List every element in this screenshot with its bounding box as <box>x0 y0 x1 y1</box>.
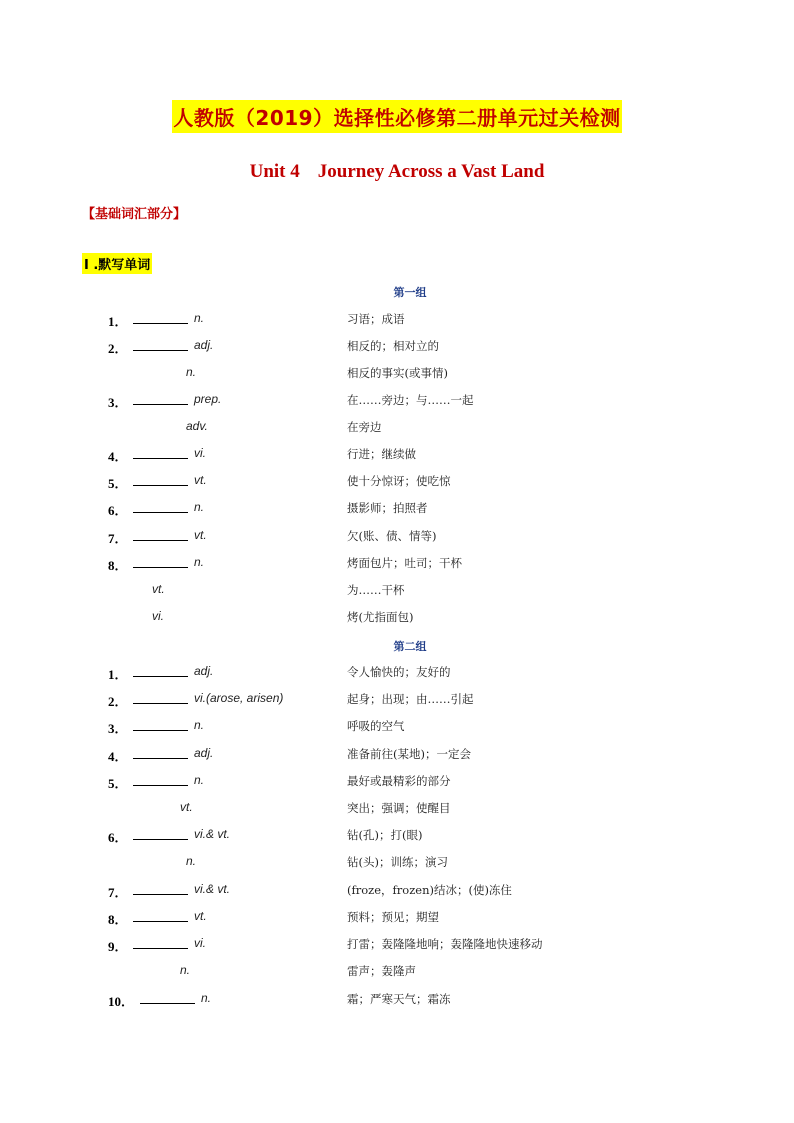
unit-title: Journey Across a Vast Land <box>317 161 545 182</box>
list-item <box>0 827 794 847</box>
list-item <box>0 500 794 520</box>
meaning: 摄影师；拍照者 <box>347 501 428 515</box>
unit-heading <box>0 161 794 183</box>
part-of-speech: vi. <box>194 446 206 460</box>
meaning: 为……干杯 <box>347 583 405 597</box>
answer-blank <box>133 773 188 786</box>
part-of-speech: vi.& vt. <box>194 827 231 841</box>
meaning: 霜；严寒天气；霜冻 <box>347 992 451 1006</box>
item-number: 5． <box>108 776 128 791</box>
list-item <box>0 691 794 711</box>
answer-blank <box>133 392 188 405</box>
part-of-speech: vi. <box>152 609 164 623</box>
part-of-speech: n. <box>194 773 205 787</box>
list-item <box>0 882 794 902</box>
item-number: 1． <box>108 667 128 682</box>
meaning: (froze，frozen)结冰；(使)冻住 <box>347 883 512 897</box>
part-of-speech: adj. <box>194 664 214 678</box>
list-item <box>0 773 794 793</box>
item-number: 2． <box>108 341 128 356</box>
meaning: 在……旁边；与……一起 <box>347 393 474 407</box>
meaning: 相反的事实(或事情) <box>347 366 448 380</box>
list-item <box>0 746 794 766</box>
part-of-speech: adj. <box>194 746 214 760</box>
answer-blank <box>133 500 188 513</box>
part-of-speech: n. <box>194 500 205 514</box>
meaning: 使十分惊讶；使吃惊 <box>347 474 451 488</box>
group-2-label: 第二组 <box>393 640 427 653</box>
meaning: 突出；强调；使醒目 <box>347 801 451 815</box>
list-item <box>0 338 794 358</box>
part-of-speech: vt. <box>194 909 207 923</box>
answer-blank <box>133 338 188 351</box>
section-heading: 【基础词汇部分】 <box>82 207 187 222</box>
item-number: 6． <box>108 503 128 518</box>
item-number: 7． <box>108 885 128 900</box>
unit-label: Unit 4 <box>249 161 300 182</box>
answer-blank <box>133 827 188 840</box>
item-number: 4． <box>108 749 128 764</box>
meaning: 欠(账、债、情等) <box>347 529 437 543</box>
meaning: 烤面包片；吐司；干杯 <box>347 556 462 570</box>
answer-blank <box>133 909 188 922</box>
item-number: 8． <box>108 558 128 573</box>
meaning: 令人愉快的；友好的 <box>347 665 451 679</box>
item-number: 2． <box>108 694 128 709</box>
item-number: 3． <box>108 395 128 410</box>
item-number: 10． <box>108 994 135 1009</box>
item-number: 1． <box>108 314 128 329</box>
list-item <box>0 582 794 602</box>
meaning: 钻(孔)；打(眼) <box>347 828 423 842</box>
answer-blank <box>133 746 188 759</box>
meaning: 雷声；轰隆声 <box>347 964 416 978</box>
list-item <box>0 473 794 493</box>
item-number: 7． <box>108 531 128 546</box>
part-of-speech: vt. <box>194 473 207 487</box>
group-1-label: 第一组 <box>393 286 427 299</box>
answer-blank <box>133 936 188 949</box>
part-of-speech: vi. <box>194 936 206 950</box>
list-item <box>0 419 794 439</box>
answer-blank <box>133 882 188 895</box>
meaning: 起身；出现；由……引起 <box>347 692 474 706</box>
item-number: 6． <box>108 830 128 845</box>
answer-blank <box>133 555 188 568</box>
part-of-speech: vi.(arose, arisen) <box>194 691 284 705</box>
part-of-speech: n. <box>186 365 197 379</box>
list-item <box>0 365 794 385</box>
meaning: 呼吸的空气 <box>347 719 405 733</box>
item-number: 4． <box>108 449 128 464</box>
part-of-speech: adv. <box>186 419 208 433</box>
part-of-speech: n. <box>186 854 197 868</box>
list-item <box>0 528 794 548</box>
part-of-speech: vt. <box>194 528 207 542</box>
part-of-speech: vt. <box>180 800 193 814</box>
answer-blank <box>140 991 195 1004</box>
item-number: 5． <box>108 476 128 491</box>
answer-blank <box>133 473 188 486</box>
item-number: 9． <box>108 939 128 954</box>
answer-blank <box>133 311 188 324</box>
list-item <box>0 963 794 983</box>
meaning: 相反的；相对立的 <box>347 339 439 353</box>
meaning: 打雷；轰隆隆地响；轰隆隆地快速移动 <box>347 937 543 951</box>
answer-blank <box>133 528 188 541</box>
part-heading-text: I .默写单词 <box>82 253 152 274</box>
meaning: 习语；成语 <box>347 312 405 326</box>
list-item <box>0 991 794 1011</box>
part-of-speech: adj. <box>194 338 214 352</box>
list-item <box>0 392 794 412</box>
list-item <box>0 609 794 629</box>
answer-blank <box>133 718 188 731</box>
part-of-speech: n. <box>194 311 205 325</box>
answer-blank <box>133 664 188 677</box>
item-number: 3． <box>108 721 128 736</box>
meaning: 烤(尤指面包) <box>347 610 414 624</box>
part-of-speech: vt. <box>152 582 165 596</box>
list-item <box>0 446 794 466</box>
answer-blank <box>133 446 188 459</box>
meaning: 准备前往(某地)；一定会 <box>347 747 471 761</box>
part-of-speech: n. <box>194 718 205 732</box>
doc-title <box>0 100 794 133</box>
list-item <box>0 909 794 929</box>
list-item <box>0 936 794 956</box>
item-number: 8． <box>108 912 128 927</box>
list-item <box>0 800 794 820</box>
list-item <box>0 664 794 684</box>
part-of-speech: prep. <box>194 392 222 406</box>
meaning: 最好或最精彩的部分 <box>347 774 451 788</box>
part-heading <box>82 253 152 274</box>
answer-blank <box>133 691 188 704</box>
part-of-speech: n. <box>180 963 191 977</box>
meaning: 行进；继续做 <box>347 447 416 461</box>
meaning: 预料；预见；期望 <box>347 910 439 924</box>
part-of-speech: vi.& vt. <box>194 882 231 896</box>
list-item <box>0 854 794 874</box>
list-item <box>0 311 794 331</box>
meaning: 在旁边 <box>347 420 382 434</box>
part-of-speech: n. <box>194 555 205 569</box>
doc-title-text: 人教版（2019）选择性必修第二册单元过关检测 <box>172 100 621 133</box>
list-item <box>0 718 794 738</box>
meaning: 钻(头)；训练；演习 <box>347 855 448 869</box>
part-of-speech: n. <box>201 991 212 1005</box>
list-item <box>0 555 794 575</box>
